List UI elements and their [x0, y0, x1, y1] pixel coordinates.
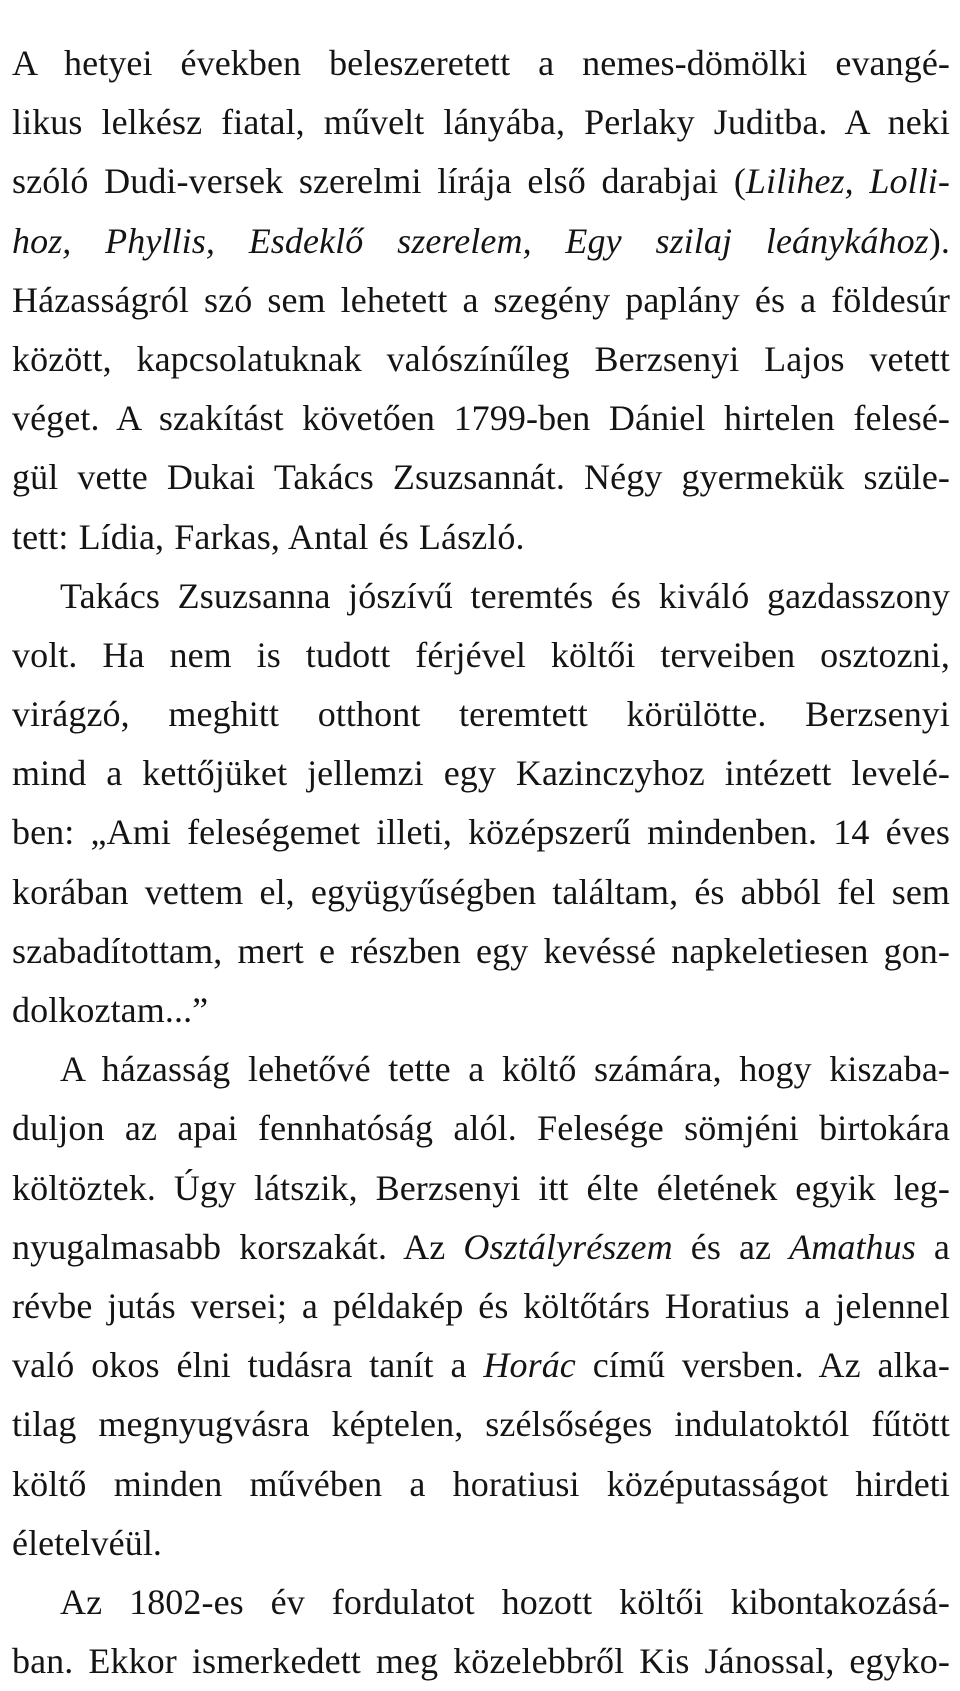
text-segment: ban. Ekkor ismerkedett meg közelebbről Kis Jánossal, egyko- — [12, 1641, 950, 1682]
text-segment: virágzó, meghitt otthont teremtett körülötte. Berzsenyi — [12, 694, 950, 735]
text-line — [12, 93, 950, 152]
text-line — [12, 1218, 950, 1277]
text-segment: duljon az apai fennhatóság alól. Felesége sömjéni birtokára — [12, 1108, 950, 1149]
text-segment: Takács Zsuzsanna jószívű teremtés és kiváló gazdasszony — [60, 575, 950, 616]
text-line — [12, 1573, 950, 1632]
text-line — [12, 389, 950, 448]
text-segment: véget. A szakítást követően 1799-ben Dániel hirtelen felesé- — [12, 398, 950, 439]
text-segment: között, kapcsolatuknak valószínűleg Berzsenyi Lajos vetett — [12, 338, 950, 379]
text-line — [12, 1040, 950, 1099]
text-segment: mind a kettőjüket jellemzi egy Kazinczyhoz intézett levelé- — [12, 753, 950, 794]
body-text — [12, 34, 950, 1691]
text-line — [12, 1159, 950, 1218]
text-segment: volt. Ha nem is tudott férjével költői terveiben osztozni, — [12, 634, 950, 675]
text-line — [12, 744, 950, 803]
italic-title: Lilihez, Lolli- — [745, 161, 950, 202]
text-line — [12, 34, 950, 93]
text-line — [12, 1336, 950, 1395]
text-line — [12, 922, 950, 981]
text-line — [12, 863, 950, 922]
text-line — [12, 330, 950, 389]
text-line — [12, 1277, 950, 1336]
text-line — [12, 508, 950, 567]
text-line — [12, 567, 950, 626]
text-line — [12, 1395, 950, 1454]
text-segment: Házasságról szó sem lehetett a szegény paplány és a földesúr — [12, 279, 950, 320]
text-line — [12, 448, 950, 507]
text-line — [12, 803, 950, 862]
text-segment: ben: „Ami feleségemet illeti, középszerű mindenben. 14 éves — [12, 812, 950, 853]
text-segment: a — [915, 1226, 950, 1267]
text-segment: A hetyei években beleszeretett a nemes-dömölki evangé- — [12, 43, 950, 83]
text-line — [12, 981, 950, 1040]
text-segment: révbe jutás versei; a példakép és költőtárs Horatius a jelennel — [12, 1285, 950, 1326]
text-line — [12, 626, 950, 685]
text-segment: gül vette Dukai Takács Zsuzsannát. Négy gyermekük szüle- — [12, 457, 950, 498]
text-line — [12, 1455, 950, 1514]
text-segment: dolkoztam...” — [12, 990, 209, 1030]
text-line — [12, 271, 950, 330]
italic-title: hoz, Phyllis, Esdeklő szerelem, Egy szilaj leánykához — [12, 220, 929, 261]
text-segment: életelvéül. — [12, 1522, 163, 1563]
text-line — [12, 1514, 950, 1573]
text-segment: A házasság lehetővé tette a költő számára, hogy kiszaba- — [60, 1049, 950, 1090]
text-segment: című versben. Az alka- — [575, 1345, 950, 1386]
italic-title: Osztályrészem — [463, 1226, 673, 1267]
text-segment: költöztek. Úgy látszik, Berzsenyi itt élte életének egyik leg- — [12, 1167, 950, 1208]
text-line — [12, 1632, 950, 1691]
italic-title: Horác — [483, 1345, 576, 1386]
text-segment: tett: Lídia, Farkas, Antal és László. — [12, 516, 525, 557]
text-segment: tilag megnyugvásra képtelen, szélsőséges indulatoktól fűtött — [12, 1404, 950, 1445]
text-segment: és az — [672, 1226, 790, 1267]
text-line — [12, 152, 950, 211]
italic-title: Amathus — [789, 1226, 916, 1267]
text-segment: szabadítottam, mert e részben egy kevéssé napkeletiesen gon- — [12, 930, 950, 971]
text-segment: korában vettem el, együgyűségben találtam, és abból fel sem — [12, 871, 950, 912]
text-segment: ). — [928, 220, 950, 261]
text-segment: nyugalmasabb korszakát. Az — [12, 1226, 464, 1267]
text-segment: Az 1802-es év fordulatot hozott költői kibontakozásá- — [60, 1581, 950, 1622]
text-line — [12, 212, 950, 271]
text-segment: költő minden művében a horatiusi középutasságot hirdeti — [12, 1463, 950, 1504]
text-segment: való okos élni tudásra tanít a — [12, 1345, 484, 1386]
text-segment: likus lelkész fiatal, művelt lányába, Perlaky Juditba. A neki — [12, 102, 950, 143]
text-line — [12, 685, 950, 744]
text-line — [12, 1099, 950, 1158]
text-segment: szóló Dudi-versek szerelmi lírája első darabjai ( — [12, 161, 746, 202]
